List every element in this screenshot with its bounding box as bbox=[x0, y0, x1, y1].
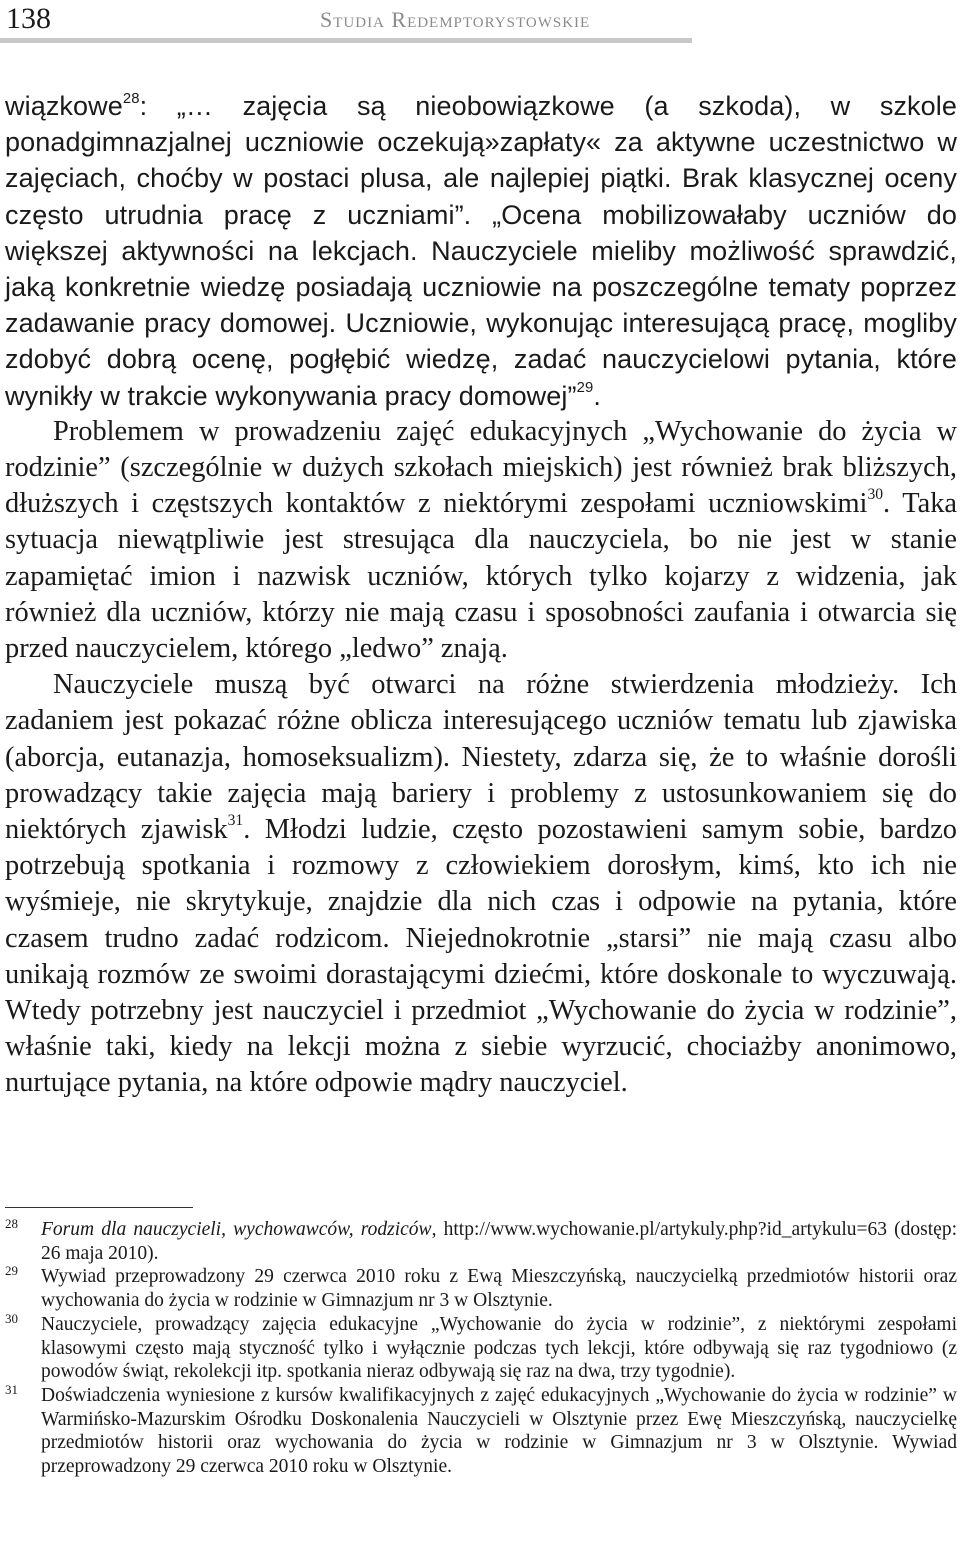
paragraph-3-end: . Młodzi ludzie, często pozostawieni samym sobie, bardzo potrzebują spotkania i rozmowy z człowiekiem dorosłym, kimś, kto ich nie wyśmieje, nie skrytykuje, znajdzie dla nich czas i odpowie na pytania, które czasem trudno zadać rodzicom. Niejednokrotnie „starsi” nie mają czasu albo unikają rozmów ze swoimi dorastającymi dziećmi, które doskonale to wyczuwają. Wtedy potrzebny jest nauczyciel i przedmiot „Wychowanie do życia w rodzinie”, właśnie taki, kiedy na lekcji można z siebie wyrzucić, chociażby anonimowo, nurtujące pytania, na które odpowie mądry nauczyciel. bbox=[5, 814, 957, 1099]
footnote-ref-30: 30 bbox=[867, 486, 884, 504]
footnote-rule bbox=[5, 1207, 193, 1208]
running-head: Studia Redemptorystowskie bbox=[320, 7, 591, 32]
footnote-text: Nauczyciele, prowadzący zajęcia edukacyjne „Wychowanie do życia w rodzinie”, z niektórymi zespołami klasowymi często mają styczność tylko i wyłącznie podczas tych lekcji, które odbywają się raz tygodniowo (z powodów świąt, rekolekcji itp. spotkania nieraz odbywają się raz na dwa, trzy tygodnie). bbox=[41, 1313, 957, 1383]
footnote-text: , http://www.wychowanie.pl/artykuly.php?id_artykulu=63 (dostęp: 26 maja 2010). bbox=[41, 1219, 957, 1264]
header-rule bbox=[0, 38, 692, 43]
footnote-number: 31 bbox=[5, 1381, 18, 1397]
footnote-title: Forum dla nauczycieli, wychowawców, rodziców bbox=[41, 1219, 432, 1240]
footnote-29 bbox=[5, 1265, 957, 1312]
footnote-text: Wywiad przeprowadzony 29 czerwca 2010 roku z Ewą Mieszczyńską, nauczycielką przedmiotów historii oraz wychowania do życia w rodzinie w Gimnazjum nr 3 w Olsztynie. bbox=[41, 1266, 957, 1312]
footnote-number: 28 bbox=[5, 1216, 18, 1231]
footnote-number: 30 bbox=[5, 1310, 18, 1326]
footnote-31 bbox=[5, 1381, 957, 1479]
footnote-ref-28: 28 bbox=[122, 90, 140, 107]
paragraph-3-start: Nauczyciele muszą być otwarci na różne stwierdzenia młodzieży. Ich zadaniem jest pokazać różne oblicza interesującego uczniów tematu lub zjawiska (aborcja, eutanazja, homoseksualizm). Niestety, zdarza się, że to właśnie dorośli prowadzący takie zajęcia mają bariery i problemy z ustosunkowaniem się do niektórych zjawisk bbox=[5, 669, 957, 846]
footnote-30 bbox=[5, 1310, 957, 1384]
paragraph-2-end: . Taka sytuacja niewątpliwie jest stresująca dla nauczyciela, bo nie jest w stanie zapamiętać imion i nazwisk uczniów, których tylko kojarzy z widzenia, jak również dla uczniów, którzy nie mają czasu i sposobności zaufania i otwarcia się przed nauczycielem, którego „ledwo” znają. bbox=[5, 488, 957, 665]
paragraph-1-end: . bbox=[593, 380, 601, 411]
paragraph-2 bbox=[5, 414, 957, 667]
footnote-28 bbox=[5, 1218, 957, 1265]
footnotes bbox=[5, 1218, 957, 1479]
footnote-ref-31: 31 bbox=[227, 812, 244, 830]
body-text bbox=[5, 88, 957, 1102]
paragraph-2-start: Problemem w prowadzeniu zajęć edukacyjnych „Wychowanie do życia w rodzinie” (szczególnie w dużych szkołach miejskich) jest również brak bliższych, dłuższych i częstszych kontaktów z niektórymi zespołami uczniowskimi bbox=[5, 415, 957, 520]
paragraph-1 bbox=[5, 88, 957, 414]
paragraph-1-quote: : „… zajęcia są nieobowiązkowe (a szkoda), w szkole ponadgimnazjalnej uczniowie oczekują»zapłaty« za aktywne uczestnictwo w zajęciach, choćby w postaci plusa, ale najlepiej piątki. Brak klasycznej oceny często utrudnia pracę z uczniami”. „Ocena mobilizowałaby uczniów do większej aktywności na lekcjach. Nauczyciele mieliby możliwość sprawdzić, jaką konkretnie wiedzę posiadają uczniowie na poszczególne tematy poprzez zadawanie pracy domowej. Uczniowie, wykonując interesującą pracę, mogliby zdobyć dobrą ocenę, pogłębić wiedzę, zadać nauczycielowi pytania, które wynikły w trakcie wykonywania pracy domowej” bbox=[5, 91, 957, 411]
paragraph-3 bbox=[5, 667, 957, 1101]
footnote-text: Doświadczenia wyniesione z kursów kwalifikacyjnych z zajęć edukacyjnych „Wychowanie do życia w rodzinie” w Warmińsko-Mazurskim Ośrodku Doskonalenia Nauczycieli w Olsztynie przez Ewę Mieszczyńską, nauczycielkę przedmiotów historii oraz wychowania do życia w rodzinie w Gimnazjum nr 3 w Olsztynie. Wywiad przeprowadzony 29 czerwca 2010 roku w Olsztynie. bbox=[41, 1384, 957, 1478]
footnote-number: 29 bbox=[5, 1263, 18, 1279]
page-number: 138 bbox=[6, 2, 51, 35]
footnote-ref-29: 29 bbox=[576, 380, 594, 397]
paragraph-1-start: wiązkowe bbox=[5, 91, 123, 121]
